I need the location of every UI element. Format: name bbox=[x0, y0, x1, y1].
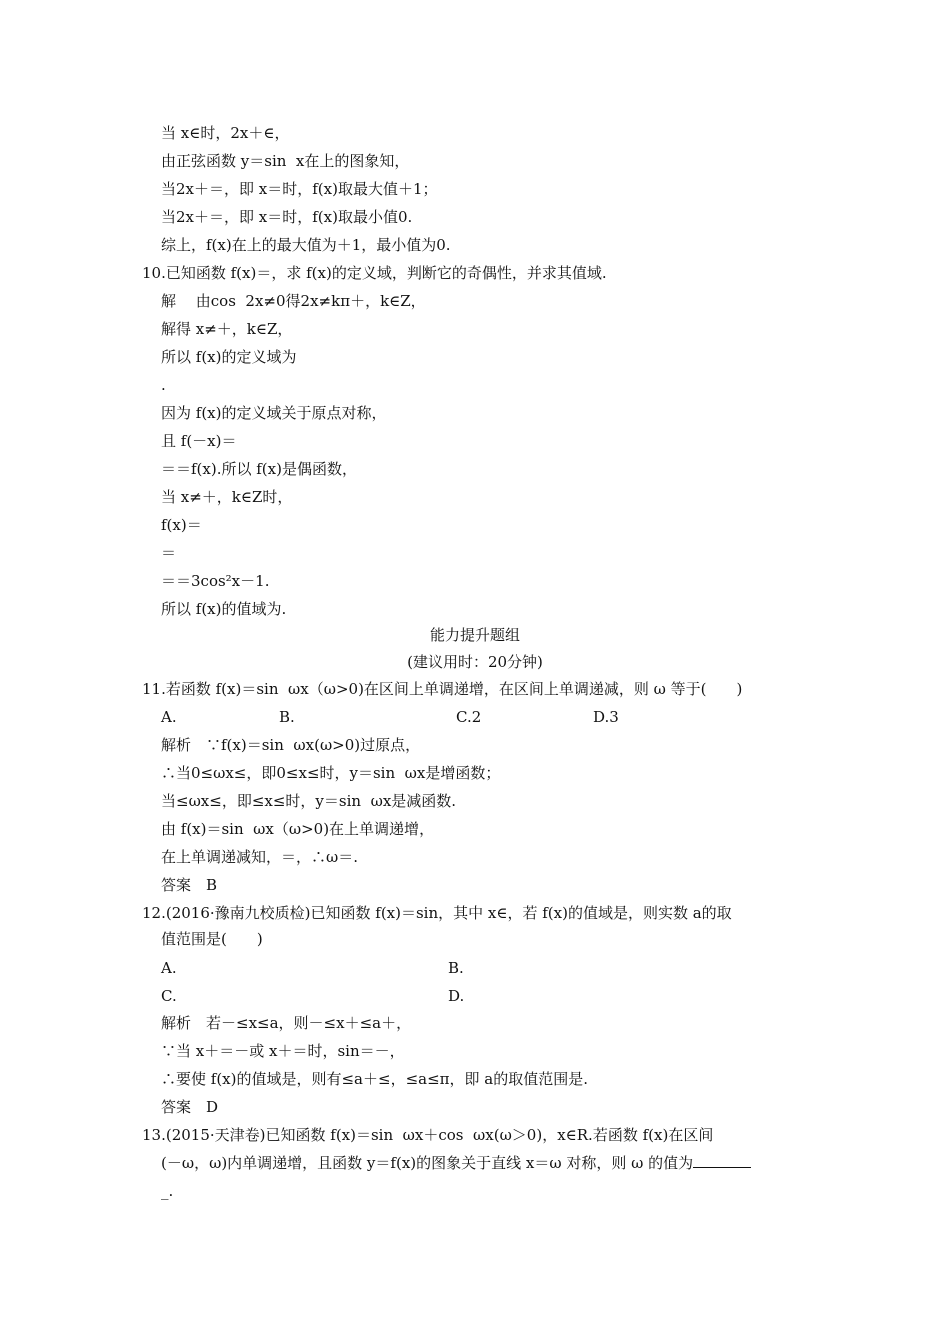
text-line: 由正弦函数 y＝sin x在上的图象知， bbox=[161, 152, 410, 170]
answer-blank bbox=[693, 1153, 751, 1168]
text-line: 当2x＋＝，即 x＝时，f(x)取最大值＋1； bbox=[161, 180, 438, 198]
section-title: 能力提升题组 bbox=[429, 626, 520, 644]
text-line: ∵当 x＋＝－或 x＋＝时，sin＝－， bbox=[161, 1042, 405, 1060]
text-line: 解得 x≠＋，k∈Z， bbox=[161, 320, 293, 338]
text-line: 值范围是( ) bbox=[161, 930, 263, 948]
text-line: . bbox=[161, 376, 166, 394]
text-line: 由 f(x)＝sin ωx（ω>0)在上单调递增， bbox=[161, 820, 435, 838]
text-line: _. bbox=[161, 1182, 174, 1200]
question-13-text: (－ω，ω)内单调递增，且函数 y＝f(x)的图象关于直线 x＝ω 对称，则 ω 的值为 bbox=[161, 1154, 694, 1172]
text-line: ＝＝f(x).所以 f(x)是偶函数， bbox=[161, 460, 357, 478]
q11-option-b: B. bbox=[279, 708, 295, 726]
text-line: 当 x≠＋，k∈Z时， bbox=[161, 488, 293, 506]
section-subtitle: (建议用时：20分钟) bbox=[407, 653, 543, 671]
q12-option-d: D. bbox=[448, 987, 465, 1005]
text-line: 因为 f(x)的定义域关于原点对称， bbox=[161, 404, 387, 422]
answer-line: 答案 D bbox=[161, 1098, 219, 1116]
question-12: 12.(2016·豫南九校质检)已知函数 f(x)＝sin，其中 x∈，若 f(x)的值域是，则实数 a的取 bbox=[142, 904, 732, 922]
text-line bbox=[161, 1153, 751, 1173]
text-line: 综上，f(x)在上的最大值为＋1，最小值为0. bbox=[161, 236, 451, 254]
text-line: ＝＝3cos²x－1. bbox=[161, 572, 270, 590]
text-line: 且 f(－x)＝ bbox=[161, 432, 237, 450]
text-line: 所以 f(x)的定义域为 bbox=[161, 348, 297, 366]
text-line: 当 x∈时，2x＋∈， bbox=[161, 124, 290, 142]
q12-option-a: A. bbox=[161, 959, 177, 977]
text-line: 解析 若－≤x≤a，则－≤x＋≤a＋， bbox=[161, 1014, 412, 1032]
question-11: 11.若函数 f(x)＝sin ωx（ω>0)在区间上单调递增，在区间上单调递减，则 ω 等于( ) bbox=[142, 680, 743, 698]
question-10: 10.已知函数 f(x)＝，求 f(x)的定义域，判断它的奇偶性，并求其值域. bbox=[142, 264, 607, 282]
q11-option-c: C.2 bbox=[456, 708, 482, 726]
text-line: 当≤ωx≤，即≤x≤时，y＝sin ωx是减函数. bbox=[161, 792, 457, 810]
text-line: f(x)＝ bbox=[161, 516, 202, 534]
text-line: 解 由cos 2x≠0得2x≠kπ＋，k∈Z， bbox=[161, 292, 426, 310]
text-line: ∴当0≤ωx≤，即0≤x≤时，y＝sin ωx是增函数； bbox=[161, 764, 501, 782]
text-line: 在上单调递减知，＝，∴ω＝. bbox=[161, 848, 359, 866]
text-line: 所以 f(x)的值域为. bbox=[161, 600, 287, 618]
text-line: 解析 ∵f(x)＝sin ωx(ω>0)过原点， bbox=[161, 736, 421, 754]
question-13: 13.(2015·天津卷)已知函数 f(x)＝sin ωx＋cos ωx(ω＞0)，x∈R.若函数 f(x)在区间 bbox=[142, 1126, 714, 1144]
q12-option-c: C. bbox=[161, 987, 177, 1005]
text-line: ∴要使 f(x)的值域是，则有≤a＋≤，≤a≤π，即 a的取值范围是. bbox=[161, 1070, 588, 1088]
answer-line: 答案 B bbox=[161, 876, 218, 894]
q11-option-a: A. bbox=[161, 708, 177, 726]
q12-option-b: B. bbox=[448, 959, 464, 977]
text-line: 当2x＋＝，即 x＝时，f(x)取最小值0. bbox=[161, 208, 413, 226]
text-line: ＝ bbox=[161, 544, 177, 562]
q11-option-d: D.3 bbox=[593, 708, 619, 726]
